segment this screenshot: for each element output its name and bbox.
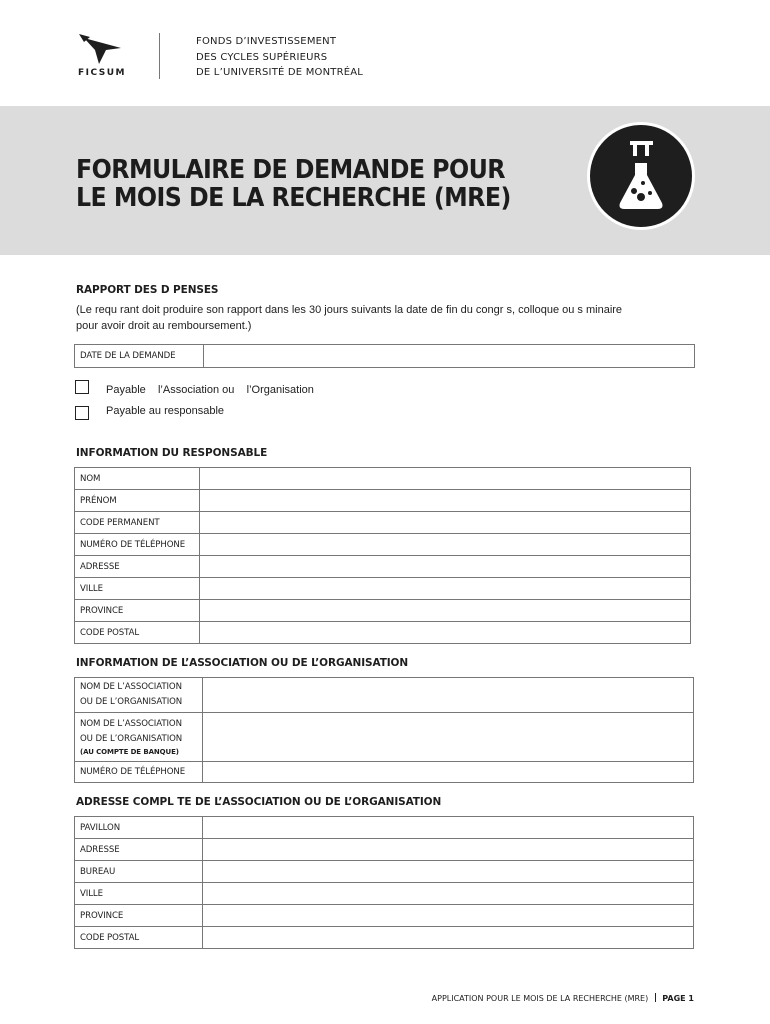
field-code-permanent[interactable]: [200, 512, 691, 534]
org-name: [196, 34, 363, 81]
association-heading: INFORMATION DE L’ASSOCIATION OU DE L’ORGANISATION: [76, 657, 409, 669]
field-pavillon[interactable]: [203, 817, 694, 839]
field-label-nom: NOM: [75, 468, 200, 490]
field-label-association-bank-name: [75, 713, 203, 762]
bank-name-note: (AU COMPTE DE BANQUE): [80, 748, 179, 756]
responsable-table: [74, 467, 691, 644]
field-association-telephone[interactable]: [203, 762, 694, 783]
option-responsable-checkbox[interactable]: [75, 406, 89, 420]
org-line-3: DE L’UNIVERSITÉ DE MONTRÉAL: [196, 67, 364, 78]
field-label-adresse: ADRESSE: [75, 556, 200, 578]
field-label-province: PROVINCE: [75, 600, 200, 622]
field-label-code-postal: CODE POSTAL: [75, 622, 200, 644]
field-label-pavillon: PAVILLON: [75, 817, 203, 839]
field-org-province[interactable]: [203, 905, 694, 927]
page-title-line-1: FORMULAIRE DE DEMANDE POUR: [76, 155, 506, 185]
field-province[interactable]: [200, 600, 691, 622]
field-org-adresse[interactable]: [203, 839, 694, 861]
field-label-prenom: PRÉNOM: [75, 490, 200, 512]
field-label-org-province: PROVINCE: [75, 905, 203, 927]
org-line-1: FONDS D’INVESTISSEMENT: [196, 36, 337, 47]
field-code-postal[interactable]: [200, 622, 691, 644]
report-note-line-2: pour avoir droit au remboursement.): [76, 320, 252, 332]
field-nom[interactable]: [200, 468, 691, 490]
adresse-table: [74, 816, 694, 949]
field-org-code-postal[interactable]: [203, 927, 694, 949]
footer-page-number: PAGE 1: [662, 994, 694, 1003]
field-label-association-name: [75, 678, 203, 713]
flask-pi-icon: [586, 121, 696, 231]
report-note: [76, 302, 716, 334]
logo-wordmark: FICSUM: [78, 68, 127, 78]
association-name-line-2: OU DE L’ORGANISATION: [80, 697, 183, 707]
report-heading: RAPPORT DES D PENSES: [76, 284, 219, 296]
page-title: [76, 156, 511, 212]
date-field[interactable]: [204, 345, 695, 368]
field-label-org-adresse: ADRESSE: [75, 839, 203, 861]
option-association-label: Payable l’Association ou l’Organisation: [106, 384, 314, 396]
field-label-org-ville: VILLE: [75, 883, 203, 905]
responsable-heading: INFORMATION DU RESPONSABLE: [76, 447, 268, 459]
header-divider: [159, 33, 160, 79]
field-prenom[interactable]: [200, 490, 691, 512]
option-association-checkbox[interactable]: [75, 380, 89, 394]
report-note-line-1: (Le requ rant doit produire son rapport dans les 30 jours suivants la date de fin du congr s, colloque ou s minaire: [76, 304, 623, 316]
adresse-heading: ADRESSE COMPL TE DE L’ASSOCIATION OU DE L’ORGANISATION: [76, 796, 442, 808]
field-label-ville: VILLE: [75, 578, 200, 600]
bank-name-line-1: NOM DE L’ASSOCIATION: [80, 719, 182, 729]
option-responsable-label: Payable au responsable: [106, 405, 225, 417]
field-label-bureau: BUREAU: [75, 861, 203, 883]
association-table: [74, 677, 694, 783]
field-association-bank-name[interactable]: [203, 713, 694, 762]
page-footer: [432, 993, 694, 1003]
field-label-code-permanent: CODE PERMANENT: [75, 512, 200, 534]
field-association-name[interactable]: [203, 678, 694, 713]
bank-name-line-2: OU DE L’ORGANISATION: [80, 734, 183, 744]
ficsum-logo-icon: [79, 34, 123, 66]
page-title-line-2: LE MOIS DE LA RECHERCHE (MRE): [76, 183, 511, 213]
date-table: [74, 344, 695, 368]
footer-text: APPLICATION POUR LE MOIS DE LA RECHERCHE (MRE): [431, 994, 649, 1003]
field-label-org-code-postal: CODE POSTAL: [75, 927, 203, 949]
field-telephone[interactable]: [200, 534, 691, 556]
field-label-association-telephone: NUMÉRO DE TÉLÉPHONE: [75, 762, 203, 783]
footer-separator: [655, 993, 656, 1002]
field-label-telephone: NUMÉRO DE TÉLÉPHONE: [75, 534, 200, 556]
association-name-line-1: NOM DE L’ASSOCIATION: [80, 682, 182, 692]
org-line-2: DES CYCLES SUPÉRIEURS: [196, 51, 328, 63]
field-org-ville[interactable]: [203, 883, 694, 905]
field-bureau[interactable]: [203, 861, 694, 883]
field-ville[interactable]: [200, 578, 691, 600]
date-label: DATE DE LA DEMANDE: [75, 345, 204, 368]
field-adresse[interactable]: [200, 556, 691, 578]
